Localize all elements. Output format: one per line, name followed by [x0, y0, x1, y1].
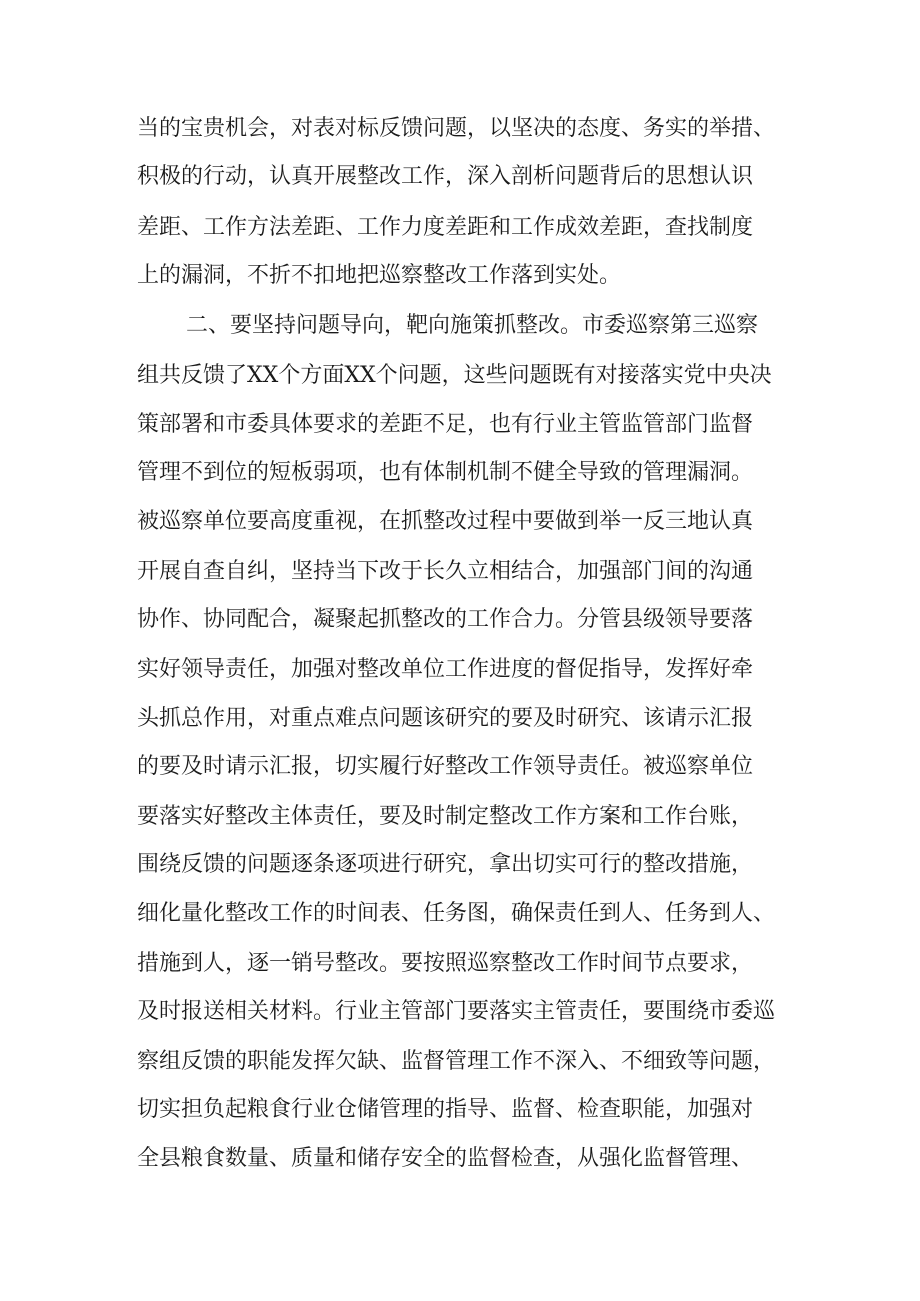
text-line: 组共反馈了XX个方面XX个问题，这些问题既有对接落实党中央决	[137, 363, 772, 388]
text-line: 全县粮食数量、质量和储存安全的监督检查，从强化监督管理、	[137, 1146, 754, 1171]
text-line: 被巡察单位要高度重视，在抓整改过程中要做到举一反三地认真	[137, 509, 754, 534]
text-line: 察组反馈的职能发挥欠缺、监督管理工作不深入、不细致等问题，	[137, 1049, 776, 1074]
text-line: 及时报送相关材料。行业主管部门要落实主管责任，要围绕市委巡	[137, 999, 776, 1024]
text-line: 切实担负起粮食行业仓储管理的指导、监督、检查职能，加强对	[137, 1097, 754, 1122]
text-line: 围绕反馈的问题逐条逐项进行研究，拿出切实可行的整改措施，	[137, 852, 754, 877]
text-line: 积极的行动，认真开展整改工作，深入剖析问题背后的思想认识	[137, 164, 754, 189]
text-line: 细化量化整改工作的时间表、任务图，确保责任到人、任务到人、	[137, 901, 776, 926]
text-line: 管理不到位的短板弱项，也有体制机制不健全导致的管理漏洞。	[137, 460, 754, 485]
section-heading-line: 二、要坚持问题导向，靶向施策抓整改。市委巡察第三巡察	[186, 313, 759, 338]
text-line: 上的漏洞，不折不扣地把巡察整改工作落到实处。	[137, 263, 622, 288]
text-line: 的要及时请示汇报，切实履行好整改工作领导责任。被巡察单位	[137, 754, 754, 779]
text-line: 差距、工作方法差距、工作力度差距和工作成效差距，查找制度	[137, 215, 754, 240]
text-line: 策部署和市委具体要求的差距不足，也有行业主管监管部门监督	[137, 412, 754, 437]
text-line: 当的宝贵机会，对表对标反馈问题，以坚决的态度、务实的举措、	[137, 116, 776, 141]
text-line: 实好领导责任，加强对整改单位工作进度的督促指导，发挥好牵	[137, 657, 754, 682]
text-line: 措施到人，逐一销号整改。要按照巡察整改工作时间节点要求，	[137, 951, 754, 976]
text-line: 开展自查自纠，坚持当下改于长久立相结合，加强部门间的沟通	[137, 559, 754, 584]
text-line: 要落实好整改主体责任，要及时制定整改工作方案和工作台账，	[137, 804, 754, 829]
text-line: 协作、协同配合，凝聚起抓整改的工作合力。分管县级领导要落	[137, 607, 754, 632]
text-line: 头抓总作用，对重点难点问题该研究的要及时研究、该请示汇报	[137, 706, 754, 731]
